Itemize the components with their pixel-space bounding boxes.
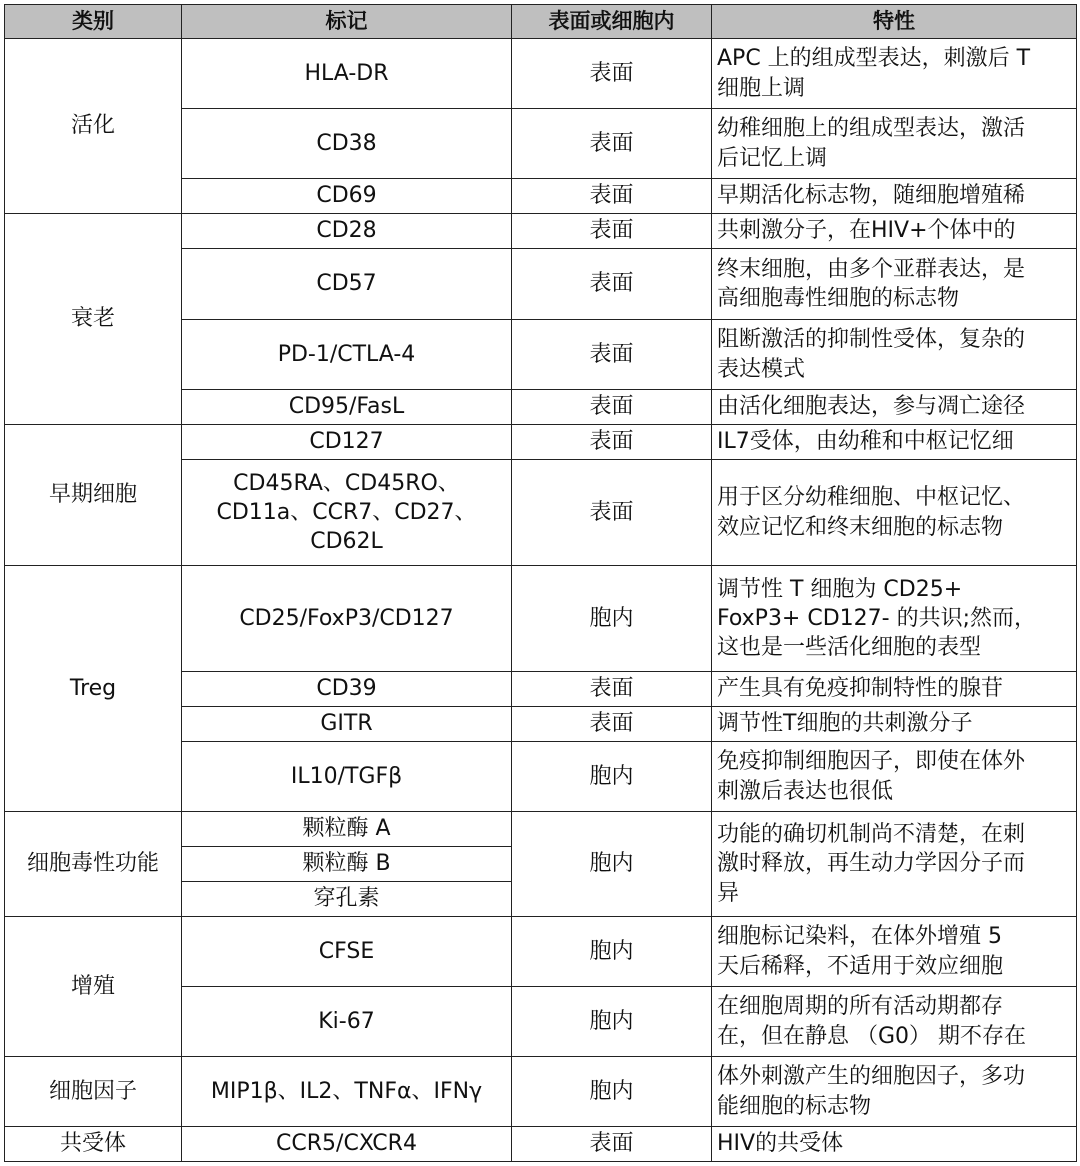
marker-line: PD-1/CTLA-4 — [277, 341, 416, 367]
marker-cell — [182, 917, 512, 987]
property-line: 细胞标记染料，在体外增殖 5 — [717, 924, 1002, 950]
property-line: 表达模式 — [717, 356, 806, 382]
category-cell: 细胞毒性功能 — [5, 812, 182, 917]
property-cell — [712, 987, 1077, 1057]
table-row — [5, 812, 1077, 847]
location-cell: 表面 — [512, 460, 712, 566]
property-cell — [712, 214, 1077, 249]
property-line: 共刺激分子，在HIV+个体中的 — [717, 218, 1016, 244]
marker-cell — [182, 1057, 512, 1127]
marker-cell — [182, 1127, 512, 1162]
property-line: 阻断激活的抑制性受体，复杂的 — [717, 327, 1026, 353]
property-line: 由活化细胞表达，参与凋亡途径 — [717, 394, 1026, 420]
header-category: 类别 — [5, 5, 182, 39]
property-line: 在，但在静息 （G0） 期不存在 — [717, 1023, 1027, 1049]
property-line: 细胞上调 — [717, 75, 806, 101]
property-line: 用于区分幼稚细胞、中枢记忆、 — [717, 485, 1026, 511]
marker-line: CD25/FoxP3/CD127 — [239, 605, 454, 631]
marker-line: GITR — [320, 711, 373, 737]
marker-cell — [182, 214, 512, 249]
property-line: FoxP3+ CD127- 的共识;然而， — [717, 605, 1037, 631]
location-cell: 表面 — [512, 179, 712, 214]
category-cell: 早期细胞 — [5, 425, 182, 566]
property-line: HIV的共受体 — [717, 1131, 844, 1157]
marker-cell — [182, 566, 512, 672]
marker-cell — [182, 320, 512, 390]
location-cell: 胞内 — [512, 812, 712, 917]
location-cell: 表面 — [512, 214, 712, 249]
marker-table — [4, 4, 1077, 1162]
marker-line: IL10/TGFβ — [290, 763, 403, 789]
location-cell: 表面 — [512, 425, 712, 460]
marker-cell — [182, 39, 512, 109]
property-cell — [712, 179, 1077, 214]
location-cell: 胞内 — [512, 987, 712, 1057]
property-line: 调节性T细胞的共刺激分子 — [717, 711, 973, 737]
location-cell: 胞内 — [512, 742, 712, 812]
property-line: 高细胞毒性细胞的标志物 — [717, 286, 960, 311]
property-cell — [712, 39, 1077, 109]
category-cell: 增殖 — [5, 917, 182, 1057]
category-cell: 细胞因子 — [5, 1057, 182, 1127]
property-line: IL7受体，由幼稚和中枢记忆细 — [717, 429, 1014, 455]
property-line: 产生具有免疫抑制特性的腺苷 — [717, 676, 1004, 702]
property-line: 刺激后表达也很低 — [717, 778, 894, 804]
table-row — [5, 425, 1077, 460]
property-cell — [712, 917, 1077, 987]
table-row — [5, 566, 1077, 672]
marker-line: CD39 — [316, 676, 377, 702]
table-body — [5, 39, 1077, 1162]
marker-line: MIP1β、IL2、TNFα、IFNγ — [210, 1078, 483, 1104]
property-line: 天后稀释，不适用于效应细胞 — [717, 953, 1004, 979]
table-row — [5, 1057, 1077, 1127]
category-cell: 共受体 — [5, 1127, 182, 1162]
property-line: 这也是一些活化细胞的表型 — [717, 635, 982, 661]
marker-line: CD38 — [316, 130, 377, 156]
property-line: 体外刺激产生的细胞因子，多功 — [717, 1064, 1026, 1090]
marker-line: CD28 — [316, 218, 377, 244]
table-row — [5, 917, 1077, 987]
marker-cell — [182, 987, 512, 1057]
marker-line: CD11a、CCR7、CD27、 — [216, 499, 477, 525]
location-cell: 表面 — [512, 707, 712, 742]
property-line: 异 — [717, 880, 740, 906]
marker-line: Ki-67 — [318, 1008, 375, 1034]
location-cell: 表面 — [512, 39, 712, 109]
property-line: 激时释放，再生动力学因分子而 — [717, 851, 1026, 877]
property-cell — [712, 742, 1077, 812]
marker-line: CD69 — [316, 183, 377, 209]
location-cell: 表面 — [512, 109, 712, 179]
marker-line: CD57 — [316, 271, 377, 297]
marker-cell — [182, 742, 512, 812]
marker-cell — [182, 707, 512, 742]
category-cell: Treg — [5, 566, 182, 812]
marker-line: 颗粒酶 A — [302, 816, 391, 842]
property-line: 功能的确切机制尚不清楚，在刺 — [717, 822, 1026, 848]
property-cell — [712, 1127, 1077, 1162]
property-cell — [712, 109, 1077, 179]
marker-line: HLA-DR — [304, 60, 389, 86]
property-line: 幼稚细胞上的组成型表达，激活 — [717, 116, 1026, 142]
location-cell: 表面 — [512, 320, 712, 390]
marker-line: 穿孔素 — [313, 886, 380, 912]
property-cell — [712, 566, 1077, 672]
property-cell — [712, 460, 1077, 566]
property-cell — [712, 320, 1077, 390]
marker-line: CFSE — [318, 938, 375, 964]
property-cell — [712, 707, 1077, 742]
marker-cell — [182, 109, 512, 179]
property-line: 免疫抑制细胞因子，即使在体外 — [717, 749, 1026, 775]
marker-cell — [182, 390, 512, 425]
table-row — [5, 1127, 1077, 1162]
marker-line: CCR5/CXCR4 — [276, 1131, 417, 1157]
property-line: 在细胞周期的所有活动期都存 — [717, 994, 1004, 1020]
property-line: 调节性 T 细胞为 CD25+ — [717, 576, 963, 602]
property-line: 早期活化标志物，随细胞增殖稀 — [717, 183, 1026, 209]
table-row — [5, 214, 1077, 249]
marker-cell — [182, 847, 512, 882]
location-cell: 表面 — [512, 672, 712, 707]
header-property: 特性 — [712, 5, 1077, 39]
header-marker: 标记 — [182, 5, 512, 39]
marker-cell — [182, 812, 512, 847]
property-cell — [712, 1057, 1077, 1127]
property-line: 终末细胞，由多个亚群表达，是 — [717, 256, 1026, 282]
marker-line: CD127 — [309, 429, 384, 455]
marker-cell — [182, 179, 512, 214]
location-cell: 表面 — [512, 1127, 712, 1162]
header-location: 表面或细胞内 — [512, 5, 712, 39]
property-line: 效应记忆和终末细胞的标志物 — [717, 514, 1004, 540]
property-line: 后记忆上调 — [717, 145, 828, 171]
property-cell — [712, 390, 1077, 425]
property-cell — [712, 249, 1077, 320]
marker-line: CD45RA、CD45RO、 — [233, 470, 460, 496]
property-line: APC 上的组成型表达，刺激后 T — [717, 46, 1031, 72]
category-cell: 活化 — [5, 39, 182, 214]
marker-line: CD62L — [310, 529, 383, 555]
location-cell: 表面 — [512, 390, 712, 425]
property-cell — [712, 425, 1077, 460]
marker-line: 颗粒酶 B — [302, 851, 391, 877]
marker-cell — [182, 460, 512, 566]
location-cell: 胞内 — [512, 566, 712, 672]
marker-cell — [182, 425, 512, 460]
marker-line: CD95/FasL — [288, 394, 405, 420]
location-cell: 胞内 — [512, 1057, 712, 1127]
marker-cell — [182, 882, 512, 917]
marker-cell — [182, 249, 512, 320]
property-cell — [712, 672, 1077, 707]
marker-cell — [182, 672, 512, 707]
header-row — [5, 5, 1077, 39]
location-cell: 胞内 — [512, 917, 712, 987]
property-cell — [712, 812, 1077, 917]
location-cell: 表面 — [512, 249, 712, 320]
table-row — [5, 39, 1077, 109]
property-line: 能细胞的标志物 — [717, 1093, 872, 1119]
category-cell: 衰老 — [5, 214, 182, 425]
